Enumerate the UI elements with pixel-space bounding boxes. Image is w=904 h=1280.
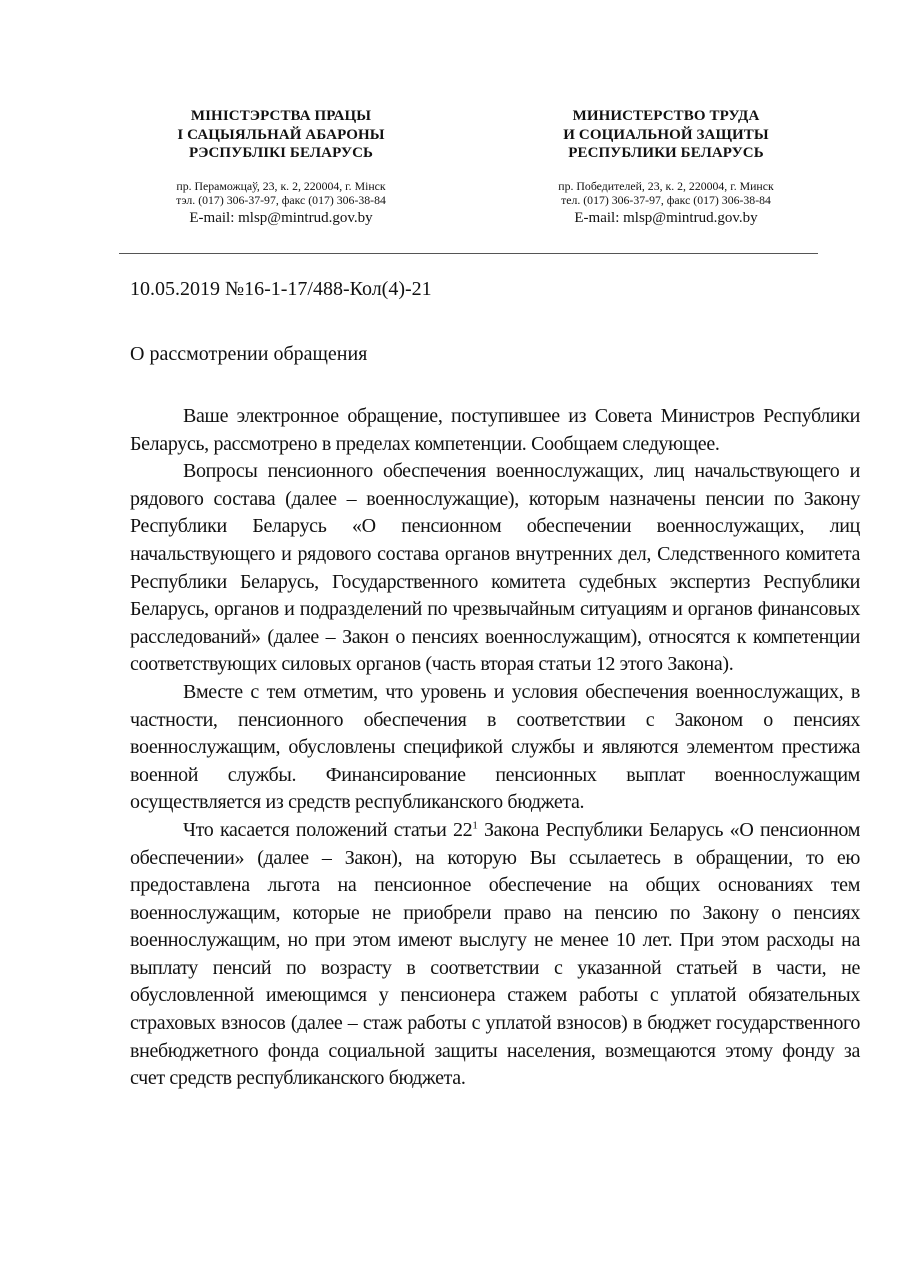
letterhead-divider [119, 253, 818, 254]
contact-block-russian [521, 179, 811, 208]
ministry-name-line: МІНІСТЭРСТВА ПРАЦЫ [190, 108, 372, 124]
body-paragraph: Вопросы пенсионного обеспечения военнослужащих, лиц начальствующего и рядового состава (далее – военнослужащие), которым назначены пенсии по Закону Республики Беларусь «О пенсионном обеспечении военнослужащих, лиц начальствующего и рядового состава органов внутренних дел, Следственного комитета Республики Беларусь, Государственного комитета судебных экспертиз Республики Беларусь, органов и подразделений по чрезвычайным ситуациям и органов финансовых расследований» (далее – Закон о пенсиях военнослужащим), относятся к компетенции соответствующих силовых органов (часть вторая статьи 12 этого Закона). [130, 460, 860, 676]
postal-address: пр. Победителей, 23, к. 2, 220004, г. Минск [558, 178, 774, 193]
body-paragraph: Вместе с тем отметим, что уровень и условия обеспечения военнослужащих, в частности, пенсионного обеспечения в соответствии с Законом о пенсиях военнослужащим, обусловлены спецификой службы и являются элементом престижа военной службы. Финансирование пенсионных выплат военнослужащим осуществляется из средств республиканского бюджета. [130, 680, 860, 814]
email-address: E-mail: mlsp@mintrud.gov.by [574, 209, 758, 226]
letter-body [130, 403, 860, 1093]
body-paragraph [130, 817, 860, 1093]
phone-fax: тел. (017) 306-37-97, факс (017) 306-38-84 [561, 193, 771, 207]
ministry-name-belarusian [136, 107, 426, 163]
ministry-name-line: И СОЦИАЛЬНОЙ ЗАЩИТЫ [563, 126, 769, 143]
contact-block-belarusian [136, 179, 426, 208]
letterhead-belarusian [136, 107, 426, 227]
ministry-name-russian [521, 107, 811, 163]
document-subject: О рассмотрении обращения [130, 343, 368, 365]
article-superscript: 1 [472, 819, 478, 832]
ministry-name-line: МИНИСТЕРСТВО ТРУДА [572, 108, 760, 124]
body-paragraph: Ваше электронное обращение, поступившее из Совета Министров Республики Беларусь, рассмотрено в пределах компетенции. Сообщаем следующее. [130, 405, 860, 455]
ministry-name-line: РЭСПУБЛІКІ БЕЛАРУСЬ [188, 145, 374, 161]
ministry-name-line: І САЦЫЯЛЬНАЙ АБАРОНЫ [177, 126, 385, 143]
letterhead-russian [521, 107, 811, 227]
phone-fax: тэл. (017) 306-37-97, факс (017) 306-38-84 [176, 193, 386, 207]
email-address: E-mail: mlsp@mintrud.gov.by [189, 209, 373, 226]
ministry-name-line: РЕСПУБЛИКИ БЕЛАРУСЬ [568, 145, 764, 161]
postal-address: пр. Пераможцаў, 23, к. 2, 220004, г. Мінск [176, 178, 386, 193]
paragraph-text: Закона Республики Беларусь «О пенсионном обеспечении» (далее – Закон), на которую Вы ссылаетесь в обращении, то ею предоставлена льгота на пенсионное обеспечение на общих основаниях тем военнослужащим, которые не приобрели право на пенсию по Закону о пенсиях военнослужащим, но при этом имеют выслугу не менее 10 лет. При этом расходы на выплату пенсий по возрасту в соответствии с указанной статьей в части, не обусловленной имеющимся у пенсионера стажем работы с уплатой обязательных страховых взносов (далее – стаж работы с уплатой взносов) в бюджет государственного внебюджетного фонда социальной защиты населения, возмещаются этому фонду за счет средств республиканского бюджета. [130, 818, 861, 1090]
document-date-and-number: 10.05.2019 №16-1-17/488-Кол(4)-21 [130, 278, 432, 300]
paragraph-text: Что касается положений статьи 22 [183, 818, 473, 841]
